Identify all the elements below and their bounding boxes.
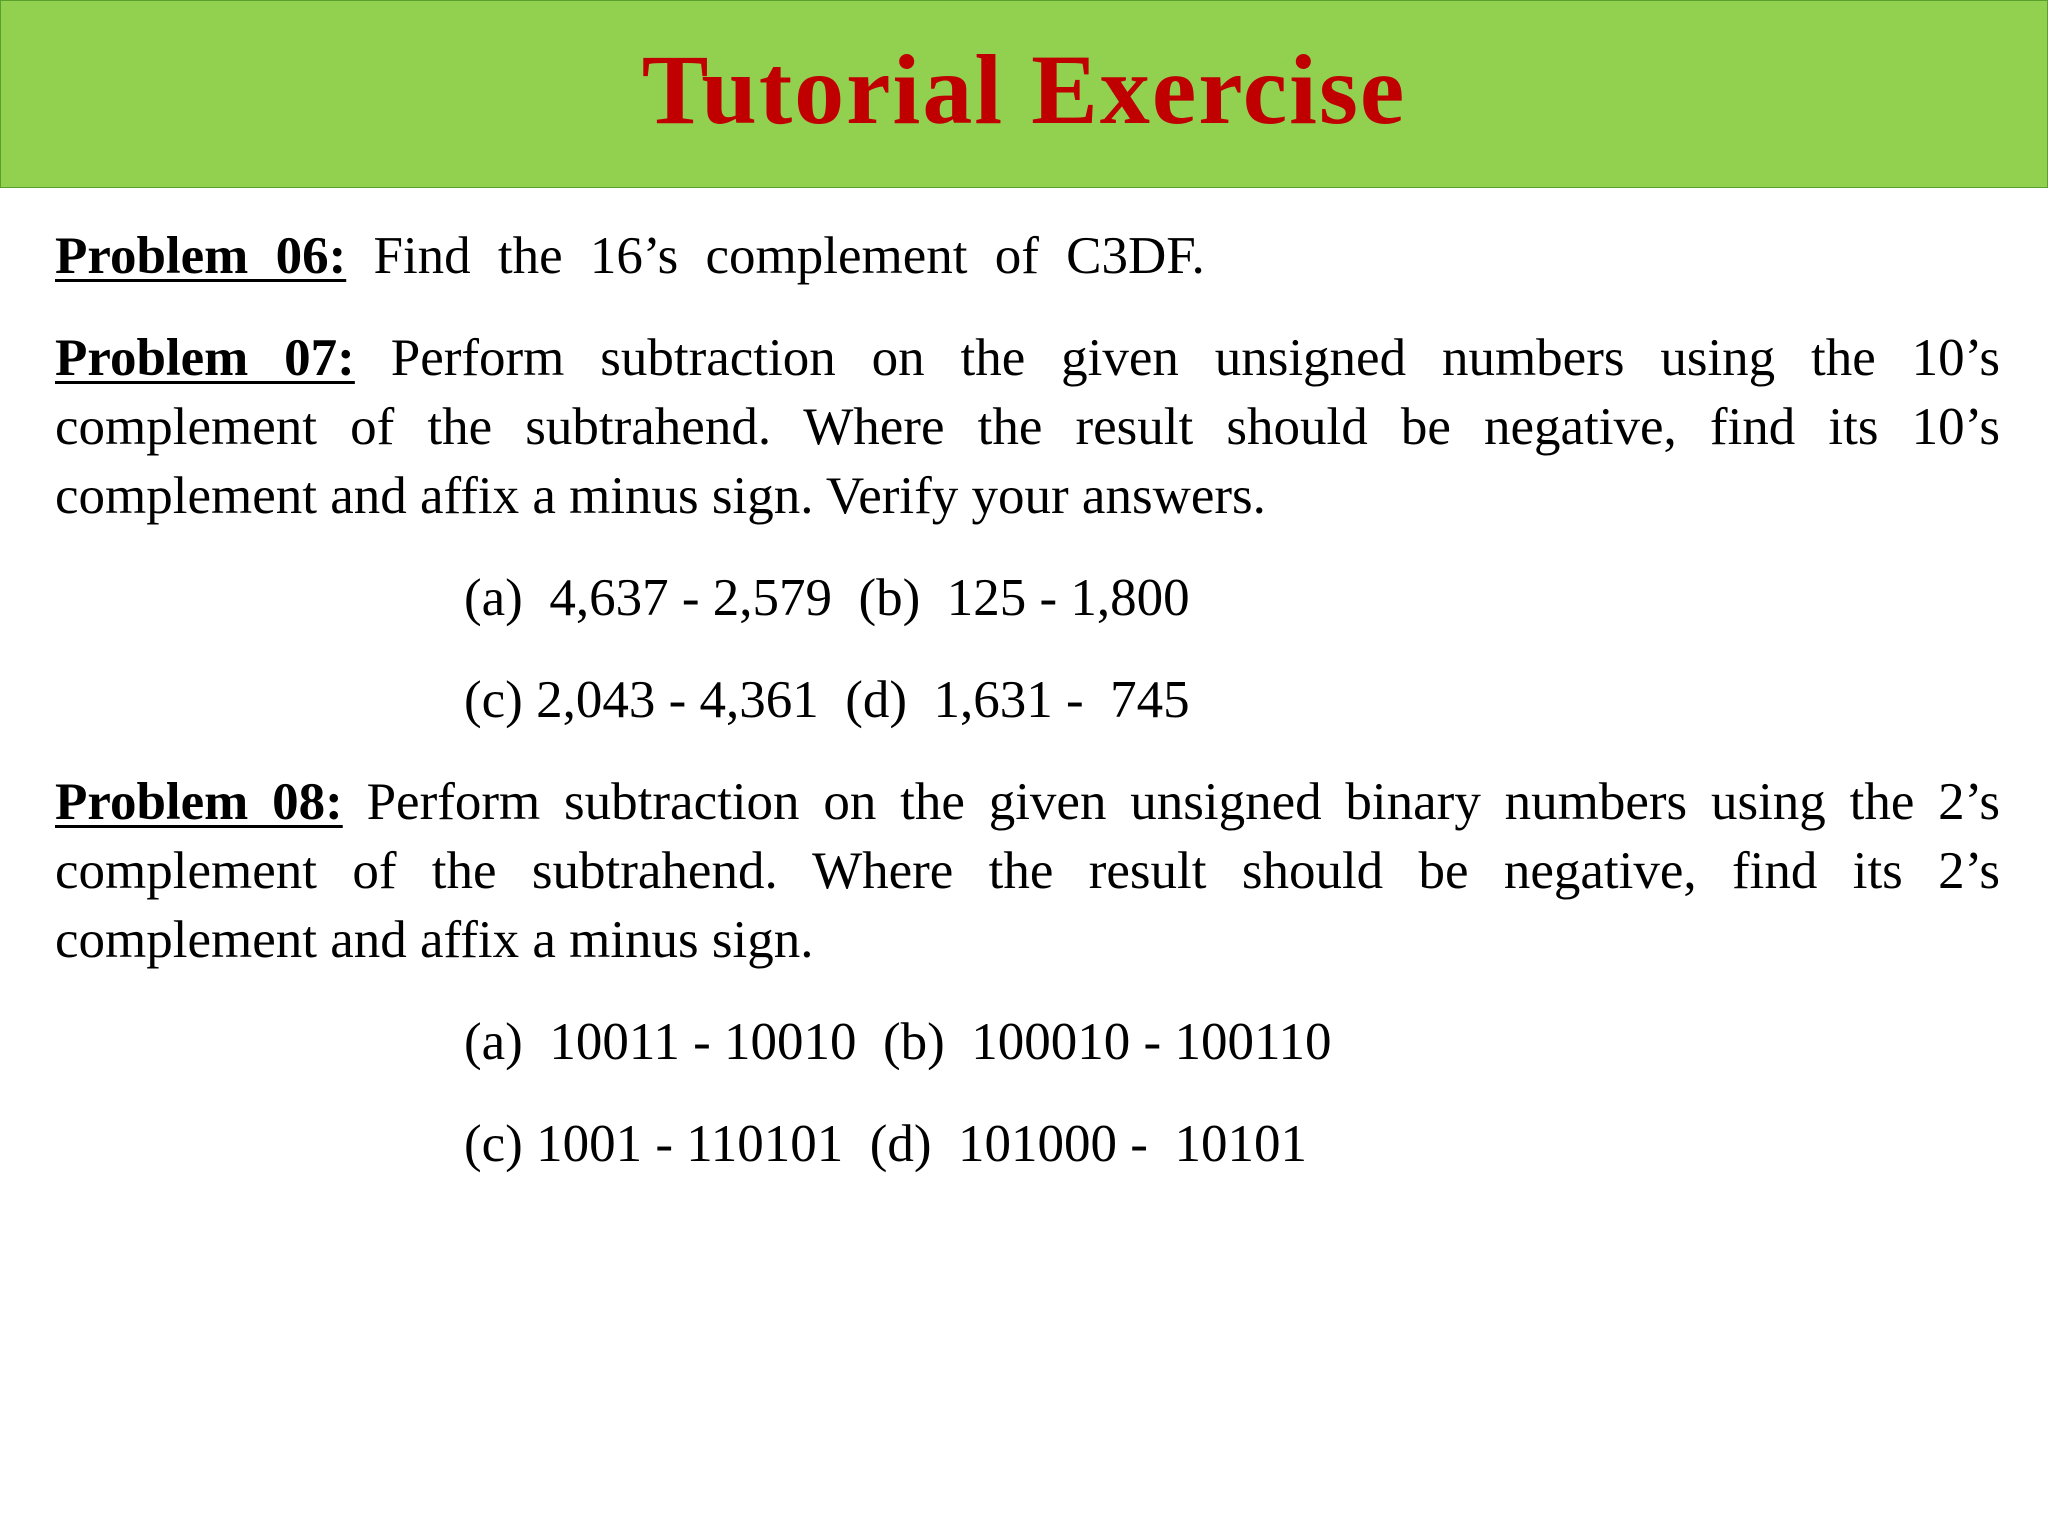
problem-06-text: Find the 16’s complement of C3DF. bbox=[373, 227, 1205, 285]
problem-07-text: Perform subtraction on the given unsigned numbers using the 10’s complement of the subtrahend. Where the result should be negative, find its 10’s complement and affix a minus sign. Verify your answers. bbox=[55, 329, 2001, 525]
problem-08-parts-cd: (c) 1001 - 110101 (d) 101000 - 10101 bbox=[464, 1115, 1307, 1173]
problem-08-parts-ab: (a) 10011 - 10010 (b) 100010 - 100110 bbox=[464, 1013, 1332, 1071]
problem-08-label: Problem 08: bbox=[55, 773, 343, 831]
problem-06 bbox=[55, 222, 2000, 291]
slide-title: Tutorial Exercise bbox=[641, 33, 1407, 145]
problem-06-label: Problem 06: bbox=[55, 227, 347, 285]
problem-07-label: Problem 07: bbox=[55, 329, 355, 387]
problem-07-parts-ab: (a) 4,637 - 2,579 (b) 125 - 1,800 bbox=[464, 569, 1190, 627]
slide-content bbox=[55, 222, 2000, 1212]
problem-07 bbox=[55, 324, 2000, 531]
title-banner bbox=[0, 0, 2048, 188]
problem-08 bbox=[55, 768, 2000, 975]
problem-07-parts-cd: (c) 2,043 - 4,361 (d) 1,631 - 745 bbox=[464, 671, 1190, 729]
problem-08-text: Perform subtraction on the given unsigned binary numbers using the 2’s complement of the subtrahend. Where the result should be negative, find its 2’s complement and affix a minus sign. bbox=[55, 773, 2001, 969]
